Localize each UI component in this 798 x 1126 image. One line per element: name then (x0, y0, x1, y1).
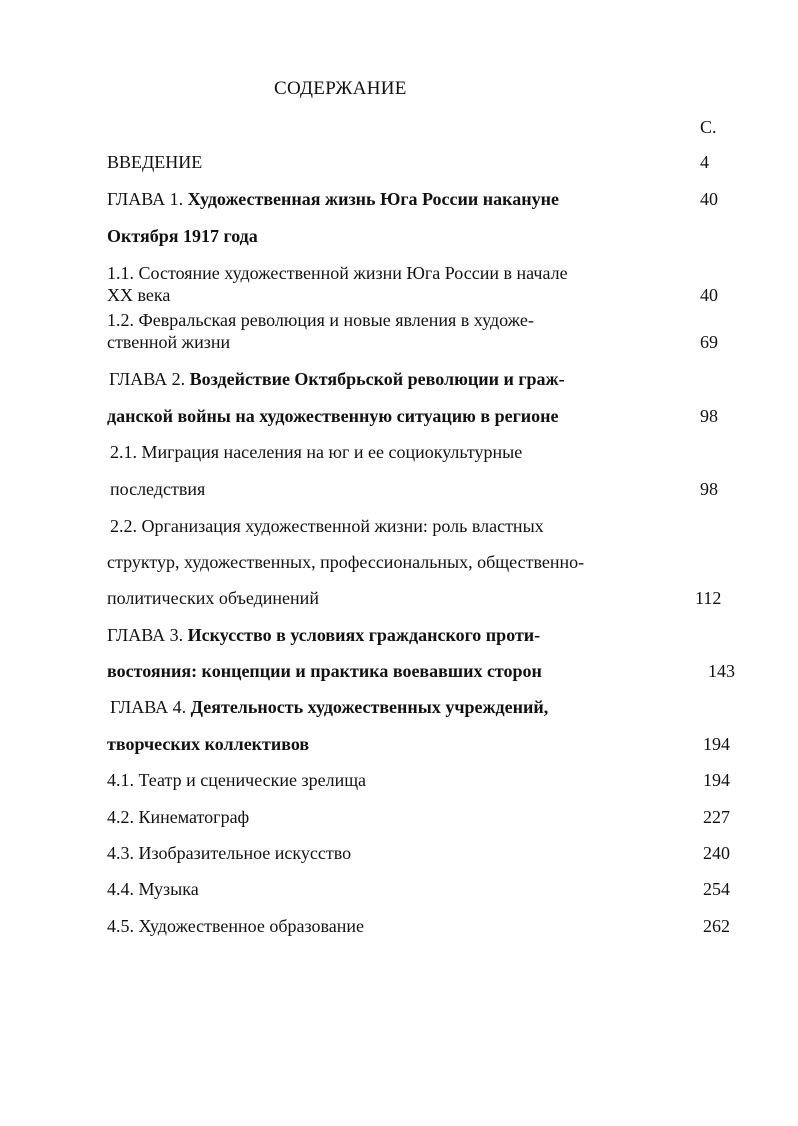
toc-page-section-2-1: 98 (700, 479, 718, 499)
toc-section-1-2-line-1: 1.2. Февральская революция и новые явления в художе- (107, 310, 534, 330)
chapter-2-title-line-1: Воздействие Октябрьской революции и граж- (189, 369, 565, 389)
toc-page-chapter-1: 40 (700, 189, 718, 209)
toc-section-1-1-line-1: 1.1. Состояние художественной жизни Юга России в начале (107, 263, 568, 283)
toc-section-4-5: 4.5. Художественное образование (107, 916, 365, 936)
toc-page-section-2-2: 112 (695, 588, 722, 608)
chapter-2-prefix: ГЛАВА 2. (109, 369, 186, 389)
chapter-2-title-line-2: данской войны на художественную ситуацию в регионе (107, 406, 559, 426)
toc-page-section-4-4: 254 (703, 879, 730, 899)
chapter-4-title-line-1: Деятельность художественных учреждений, (190, 697, 549, 717)
chapter-1-prefix: ГЛАВА 1. (107, 189, 184, 209)
toc-page-section-4-2: 227 (703, 807, 730, 827)
toc-page-chapter-4: 194 (703, 734, 730, 754)
toc-section-1-1-line-2: XX века (107, 285, 171, 305)
toc-section-2-1-line-1: 2.1. Миграция населения на юг и ее социокультурные (110, 442, 523, 462)
toc-chapter-1 (107, 188, 559, 210)
chapter-4-prefix: ГЛАВА 4. (110, 697, 187, 717)
toc-section-4-4: 4.4. Музыка (107, 879, 199, 899)
chapter-3-title-line-2: востояния: концепции и практика воевавших сторон (107, 661, 542, 681)
chapter-1-title-line-1: Художественная жизнь Юга России накануне (187, 189, 559, 209)
toc-chapter-2 (109, 368, 565, 390)
chapter-3-title-line-1: Искусство в условиях гражданского проти- (187, 625, 541, 645)
toc-section-2-2-line-3: политических объединений (107, 588, 319, 608)
toc-section-1-2-line-2: ственной жизни (107, 332, 231, 352)
toc-chapter-3 (107, 624, 540, 646)
toc-page-section-1-2: 69 (700, 332, 718, 352)
toc-section-4-3: 4.3. Изобразительное искусство (107, 843, 352, 863)
toc-page-section-4-1: 194 (703, 770, 730, 790)
toc-section-4-1: 4.1. Театр и сценические зрелища (107, 770, 367, 790)
chapter-1-title-line-2: Октября 1917 года (107, 226, 258, 246)
page-column-label: С. (700, 117, 717, 137)
toc-page-section-1-1: 40 (700, 285, 718, 305)
toc-entry-intro: ВВЕДЕНИЕ (107, 152, 203, 172)
toc-section-2-2-line-1: 2.2. Организация художественной жизни: роль властных (110, 516, 544, 536)
toc-page-chapter-3: 143 (708, 661, 735, 681)
chapter-3-prefix: ГЛАВА 3. (107, 625, 184, 645)
toc-section-4-2: 4.2. Кинематограф (107, 807, 250, 827)
toc-page-intro: 4 (700, 152, 709, 172)
toc-chapter-4 (110, 696, 548, 718)
toc-page-section-4-3: 240 (703, 843, 730, 863)
chapter-4-title-line-2: творческих коллективов (107, 734, 310, 754)
toc-page-section-4-5: 262 (703, 916, 730, 936)
toc-page-chapter-2: 98 (700, 406, 718, 426)
toc-section-2-2-line-2: структур, художественных, профессиональных, общественно- (107, 552, 585, 572)
page-title: СОДЕРЖАНИЕ (274, 78, 407, 99)
toc-section-2-1-line-2: последствия (110, 479, 206, 499)
